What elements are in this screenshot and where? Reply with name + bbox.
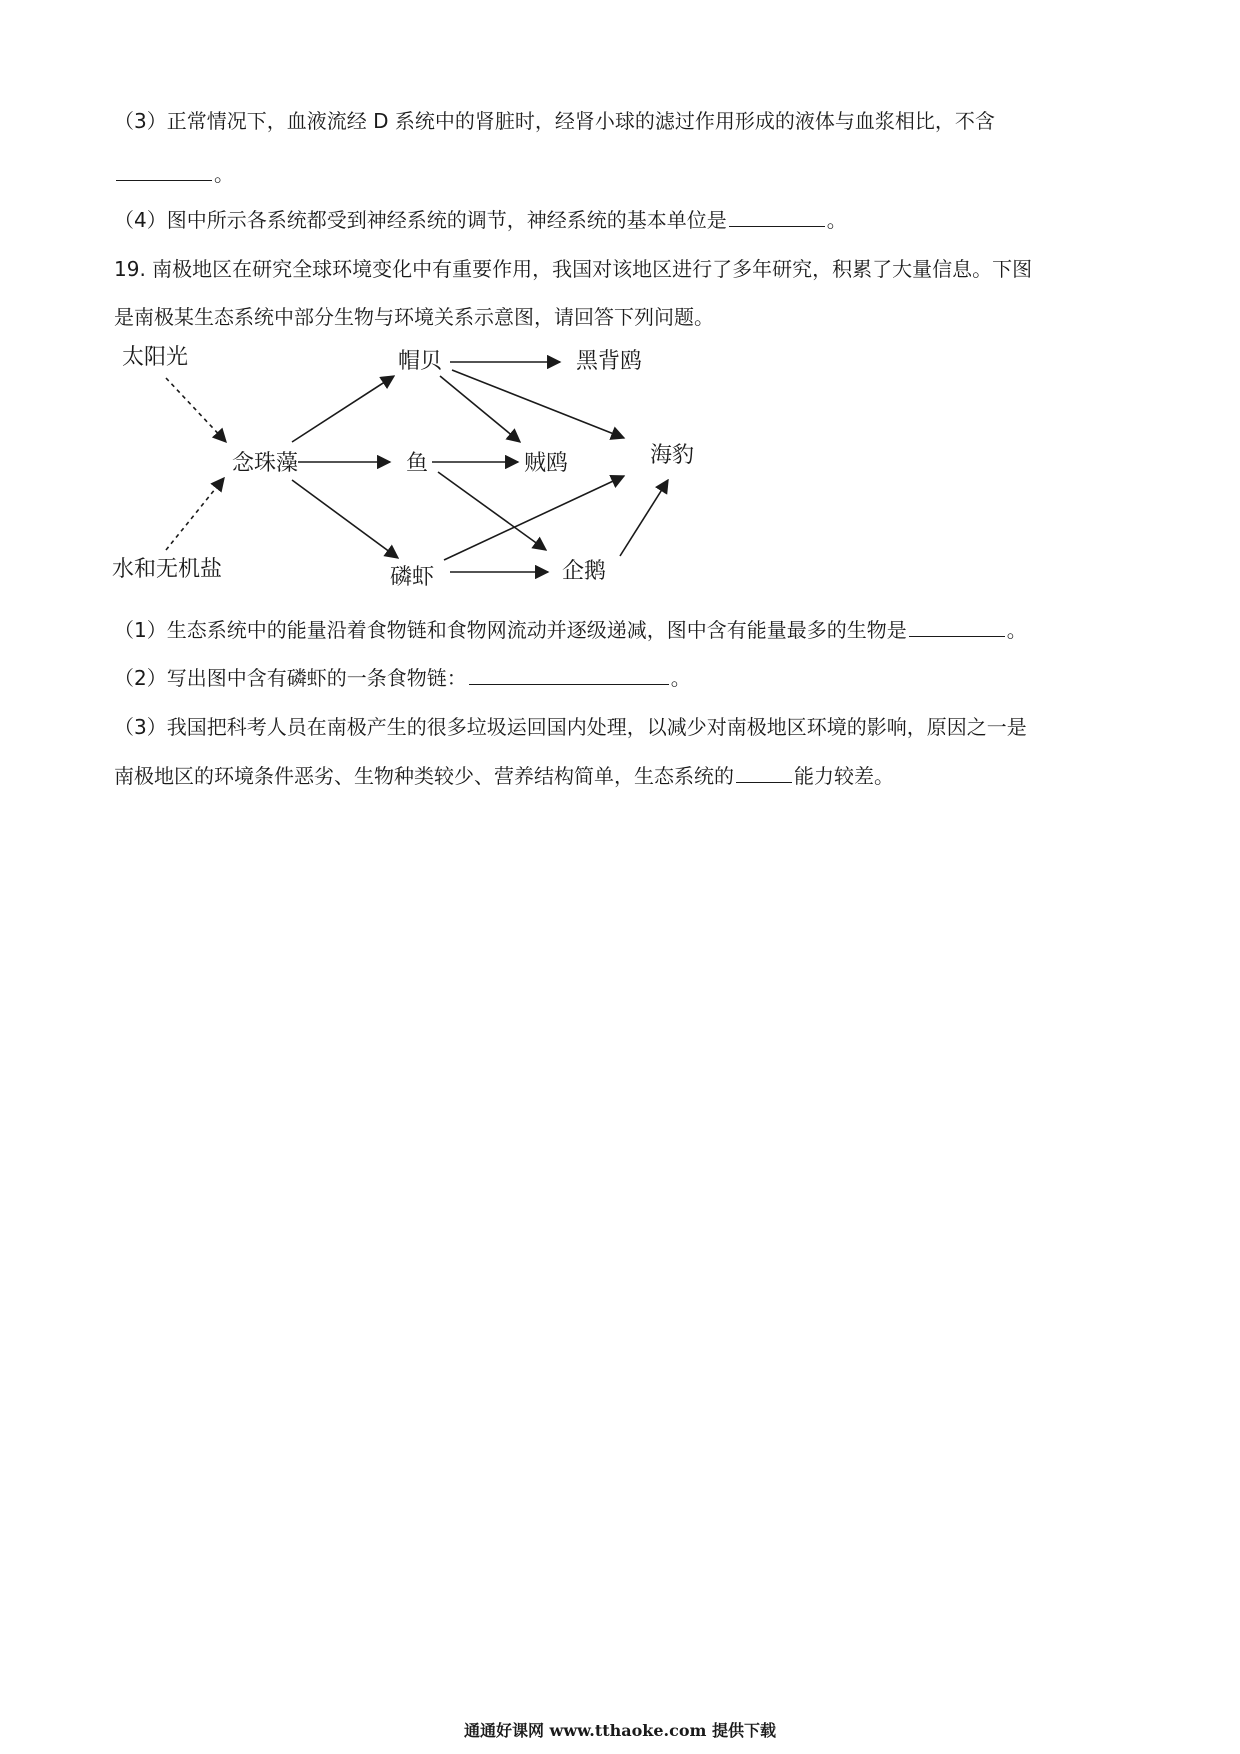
q19-part2-line xyxy=(114,664,691,691)
node-krill: 磷虾 xyxy=(390,565,435,590)
food-web-diagram xyxy=(100,338,720,598)
node-fish: 鱼 xyxy=(406,451,429,476)
q19-part3-answer-blank[interactable] xyxy=(736,762,792,783)
arrow-nostoc-to-krill xyxy=(292,480,398,558)
q19-part2-answer-blank[interactable] xyxy=(469,664,669,685)
q19-part3-text2b: 能力较差。 xyxy=(794,764,894,788)
node-seal: 海豹 xyxy=(650,443,695,468)
food-web-svg xyxy=(100,338,720,598)
node-nostoc: 念珠藻 xyxy=(232,451,299,476)
q19-part3-line1 xyxy=(114,714,1027,740)
q19-intro-text1: 19. 南极地区在研究全球环境变化中有重要作用，我国对该地区进行了多年研究，积累了大量信息。下图 xyxy=(114,257,1033,281)
q19-part1-end: 。 xyxy=(1006,618,1027,642)
arrow-water-to-nostoc xyxy=(166,478,224,550)
q19-part1-answer-blank[interactable] xyxy=(909,616,1005,637)
q18-part4-end: 。 xyxy=(826,208,847,232)
q18-part4-line xyxy=(114,206,847,233)
q19-intro-line2 xyxy=(114,304,714,330)
q18-part3-line1 xyxy=(114,108,995,134)
node-penguin: 企鹅 xyxy=(562,559,607,584)
q19-part3-text2a: 南极地区的环境条件恶劣、生物种类较少、营养结构简单，生态系统的 xyxy=(114,764,734,788)
q18-part3-end: 。 xyxy=(214,162,234,186)
q18-part3-line2 xyxy=(114,160,234,187)
q19-part1-text: （1）生态系统中的能量沿着食物链和食物网流动并逐级递减，图中含有能量最多的生物是 xyxy=(114,618,907,642)
node-skua: 贼鸥 xyxy=(524,451,569,476)
page-footer: 通通好课网 www.tthaoke.com 提供下载 xyxy=(463,1721,777,1740)
q18-part4-answer-blank[interactable] xyxy=(729,206,825,227)
q18-part3-text: （3）正常情况下，血液流经 D 系统中的肾脏时，经肾小球的滤过作用形成的液体与血浆相比，不含 xyxy=(114,109,995,133)
arrow-sun-to-nostoc xyxy=(166,378,226,442)
arrow-krill-to-seal xyxy=(444,476,624,560)
q19-part2-text: （2）写出图中含有磷虾的一条食物链： xyxy=(114,666,467,690)
q18-part4-text: （4）图中所示各系统都受到神经系统的调节，神经系统的基本单位是 xyxy=(114,208,727,232)
arrow-nostoc-to-limpet xyxy=(292,376,394,442)
q19-intro-line1 xyxy=(114,256,1032,282)
q19-part3-line2 xyxy=(114,762,894,789)
arrow-limpet-to-skua xyxy=(440,376,520,442)
q19-intro-text2: 是南极某生态系统中部分生物与环境关系示意图，请回答下列问题。 xyxy=(114,305,714,329)
node-black-backed-gull: 黑背鸥 xyxy=(576,349,643,374)
node-water-minerals: 水和无机盐 xyxy=(112,557,223,582)
node-limpet: 帽贝 xyxy=(398,349,443,374)
q18-part3-answer-blank[interactable] xyxy=(116,160,212,181)
arrow-limpet-to-seal xyxy=(452,370,624,438)
q19-part1-line xyxy=(114,616,1027,643)
arrow-penguin-to-seal xyxy=(620,480,668,556)
q19-part2-end: 。 xyxy=(670,666,691,690)
q19-part3-text1: （3）我国把科考人员在南极产生的很多垃圾运回国内处理，以减少对南极地区环境的影响，原因之一是 xyxy=(114,715,1027,739)
node-sun: 太阳光 xyxy=(122,345,189,370)
